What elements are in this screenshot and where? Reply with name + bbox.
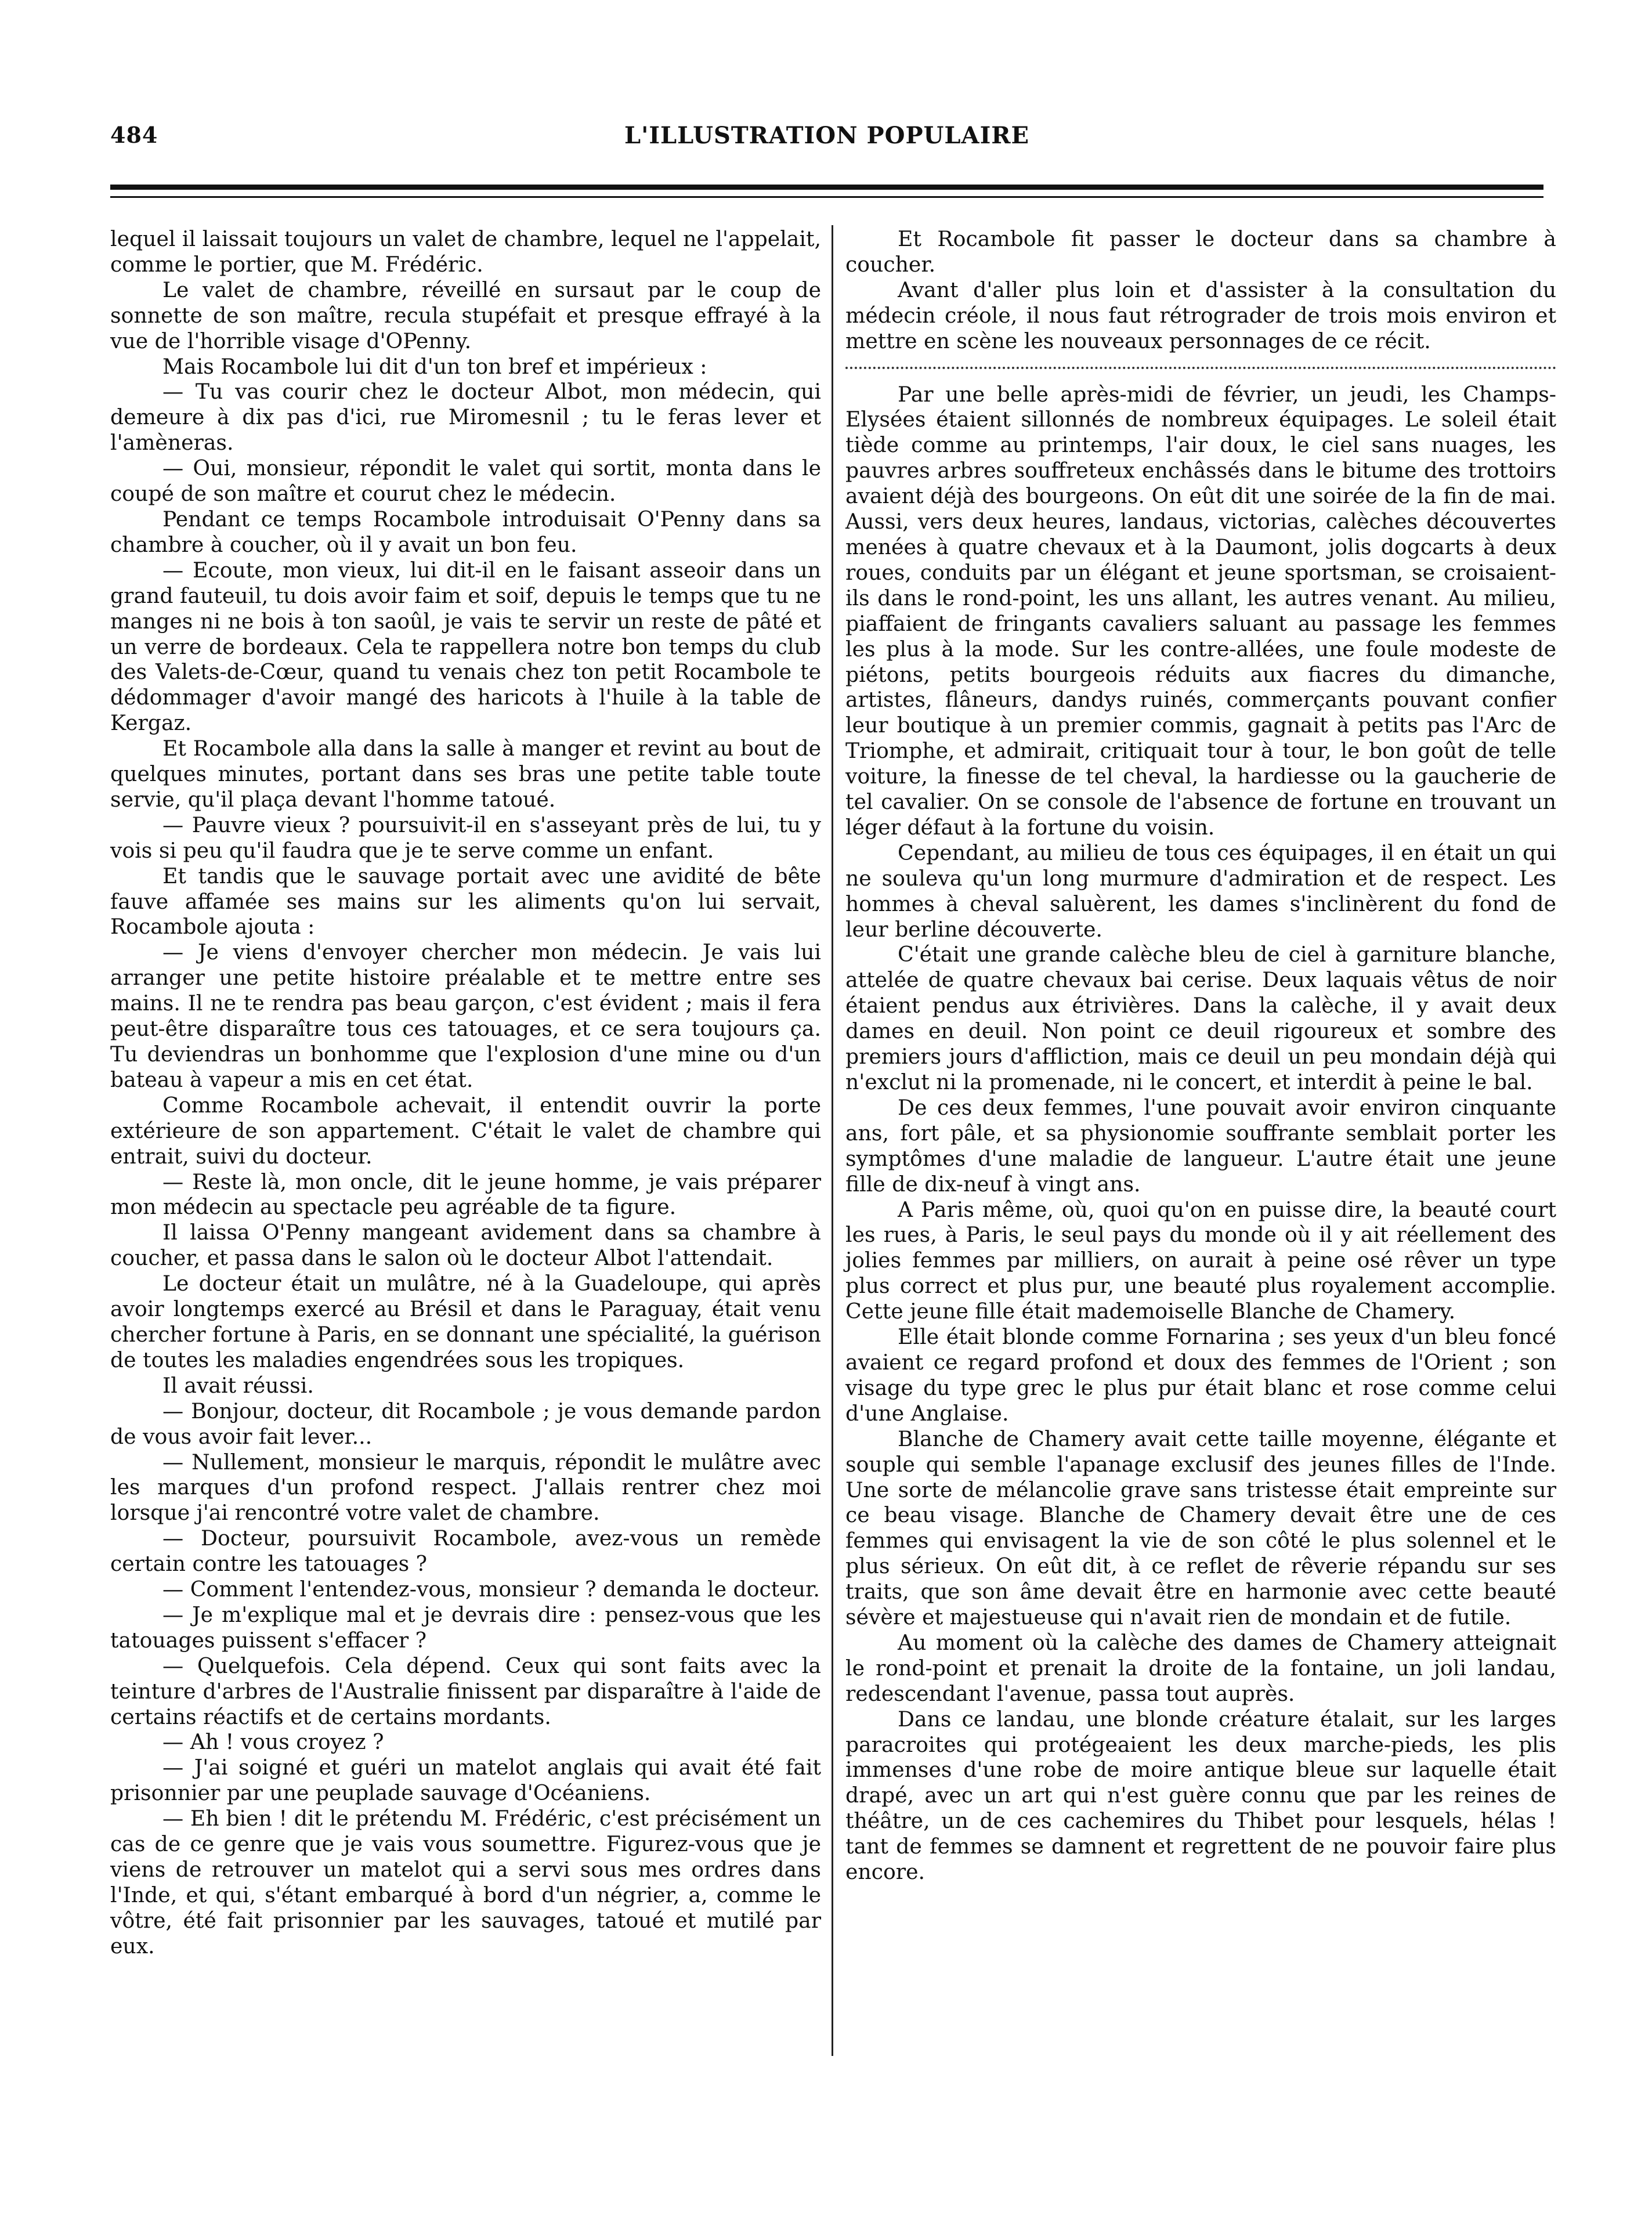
section-separator bbox=[845, 367, 1556, 369]
page-number: 484 bbox=[110, 122, 158, 148]
header-rule-thick bbox=[110, 185, 1543, 190]
running-title: L'ILLUSTRATION POPULAIRE bbox=[624, 122, 1030, 149]
paragraph: A Paris même, où, quoi qu'on en puisse dire, la beauté court les rues, à Paris, le seul pays du monde où il y ait réellement des jolies femmes par milliers, on aurait à peine osé rêver un type plus correct et plus pur, une beauté plus royalement accomplie. Cette jeune fille était mademoiselle Blanche de Chamery. bbox=[845, 1197, 1556, 1324]
paragraph: Mais Rocambole lui dit d'un ton bref et impérieux : bbox=[162, 353, 707, 379]
paragraph: Elle était blonde comme Fornarina ; ses yeux d'un bleu foncé avaient ce regard profond et doux des femmes de l'Orient ; son visage du type grec le plus pur était blanc et rose comme celui d'une Anglaise. bbox=[845, 1324, 1556, 1426]
paragraph: Et Rocambole fit passer le docteur dans sa chambre à coucher. bbox=[845, 226, 1556, 277]
paragraph: Et Rocambole alla dans la salle à manger et revint au bout de quelques minutes, portant dans ses bras une petite table toute servie, qu'il plaça devant l'homme tatoué. bbox=[110, 736, 821, 812]
left-column bbox=[110, 226, 821, 1959]
right-column-bottom-section bbox=[845, 382, 1556, 1885]
paragraph: — Ah ! vous croyez ? bbox=[162, 1729, 384, 1755]
paragraph: Le docteur était un mulâtre, né à la Guadeloupe, qui après avoir longtemps exercé au Brésil et dans le Paraguay, était venu chercher fortune à Paris, en se donnant une spécialité, la guérison de toutes les maladies engendrées sous les tropiques. bbox=[110, 1271, 821, 1372]
paragraph: — Pauvre vieux ? poursuivit-il en s'asseyant près de lui, tu y vois si peu qu'il faudra que je te serve comme un enfant. bbox=[110, 812, 821, 863]
page-header bbox=[110, 122, 1543, 168]
paragraph: Par une belle après-midi de février, un jeudi, les Champs-Elysées étaient sillonnés de nombreux équipages. Le soleil était tiède comme au printemps, l'air doux, le ciel sans nuages, les pauvres arbres souffreteux enchâssés dans le bitume des trottoirs avaient déjà des bourgeons. On eût dit une soirée de la fin de mai. Aussi, vers deux heures, landaus, victorias, calèches découvertes menées à quatre chevaux et à la Daumont, jolis dogcarts à deux roues, conduits par un élégant et jeune sportsman, se croisaient-ils dans le rond-point, les uns allant, les autres venant. Au milieu, piaffaient de fringants cavaliers saluant au passage les femmes les plus à la mode. Sur les contre-allées, une foule modeste de piétons, petits bourgeois réduits aux fiacres du dimanche, artistes, flâneurs, dandys ruinés, commerçants pouvant confier leur boutique à un premier commis, gagnait à petits pas l'Arc de Triomphe, et admirait, critiquait tour à tour, le bon goût de telle voiture, la finesse de tel cheval, la hardiesse ou la gaucherie de tel cavalier. On se console de l'absence de fortune en trouvant un léger défaut à la fortune du voisin. bbox=[845, 381, 1556, 840]
paragraph: De ces deux femmes, l'une pouvait avoir environ cinquante ans, fort pâle, et sa physionomie souffrante semblait porter les symptômes d'une maladie de langueur. L'autre était une jeune fille de dix-neuf à vingt ans. bbox=[845, 1094, 1556, 1197]
paragraph: Cependant, au milieu de tous ces équipages, il en était un qui ne souleva qu'un long murmure d'admiration et de respect. Les hommes à cheval saluèrent, les dames s'inclinèrent du fond de leur berline découverte. bbox=[845, 840, 1556, 942]
paragraph: Avant d'aller plus loin et d'assister à la consultation du médecin créole, il nous faut rétrograder de trois mois environ et mettre en scène les nouveaux personnages de ce récit. bbox=[845, 277, 1556, 353]
paragraph: Blanche de Chamery avait cette taille moyenne, élégante et souple qui semble l'apanage exclusif des jeunes filles de l'Inde. Une sorte de mélancolie grave sans tristesse était empreinte sur ce beau visage. Blanche de Chamery devait être une de ces femmes qui envisagent la vie de son côté le plus solennel et le plus sérieux. On eût dit, à ce reflet de rêverie répandu sur ses traits, que son âme devait être en harmonie avec cette beauté sévère et majestueuse qui n'avait rien de mondain et de futile. bbox=[845, 1426, 1556, 1630]
paragraph: Dans ce landau, une blonde créature étalait, sur les larges paracroites qui protégeaient les deux marche-pieds, les plis immenses d'une robe de moire antique bleue sur laquelle était drapé, avec un art qui n'est guère connu que par les reines de théâtre, un de ces cachemires du Thibet pour lesquels, hélas ! tant de femmes se damnent et regrettent de ne pouvoir faire plus encore. bbox=[845, 1706, 1556, 1885]
paragraph: Au moment où la calèche des dames de Chamery atteignait le rond-point et prenait la droite de la fontaine, un joli landau, redescendant l'avenue, passa tout auprès. bbox=[845, 1629, 1556, 1706]
paragraph: — J'ai soigné et guéri un matelot anglais qui avait été fait prisonnier par une peuplade sauvage d'Océaniens. bbox=[110, 1755, 821, 1806]
column-divider bbox=[832, 225, 833, 2056]
paragraph: Pendant ce temps Rocambole introduisait O'Penny dans sa chambre à coucher, où il y avait un bon feu. bbox=[110, 506, 821, 557]
paragraph: — Bonjour, docteur, dit Rocambole ; je vous demande pardon de vous avoir fait lever... bbox=[110, 1398, 821, 1449]
right-column-top-section bbox=[845, 226, 1556, 354]
paragraph: Le valet de chambre, réveillé en sursaut par le coup de sonnette de son maître, recula stupéfait et presque effrayé à la vue de l'horrible visage d'OPenny. bbox=[110, 277, 821, 353]
paragraph: — Je m'explique mal et je devrais dire : pensez-vous que les tatouages puissent s'effacer ? bbox=[110, 1602, 821, 1653]
right-column bbox=[845, 226, 1556, 1885]
paragraph: — Tu vas courir chez le docteur Albot, mon médecin, qui demeure à dix pas d'ici, rue Miromesnil ; tu le feras lever et l'amèneras. bbox=[110, 379, 821, 456]
paragraph: Il laissa O'Penny mangeant avidement dans sa chambre à coucher, et passa dans le salon où le docteur Albot l'attendait. bbox=[110, 1220, 821, 1271]
paragraph: Et tandis que le sauvage portait avec une avidité de bête fauve affamée ses mains sur les aliments qu'on lui servait, Rocambole ajouta : bbox=[110, 863, 821, 939]
paragraph: — Je viens d'envoyer chercher mon médecin. Je vais lui arranger une petite histoire préalable et te mettre entre ses mains. Il ne te rendra pas beau garçon, c'est évident ; mais il fera peut-être disparaître tous ces tatouages, et ce sera toujours ça. Tu deviendras un bonhomme que l'explosion d'une mine ou d'un bateau à vapeur a mis en cet état. bbox=[110, 939, 821, 1092]
paragraph: Comme Rocambole achevait, il entendit ouvrir la porte extérieure de son appartement. C'était le valet de chambre qui entrait, suivi du docteur. bbox=[110, 1092, 821, 1169]
paragraph: C'était une grande calèche bleu de ciel à garniture blanche, attelée de quatre chevaux bai cerise. Deux laquais vêtus de noir étaient pendus aux étrivières. Dans la calèche, il y avait deux dames en deuil. Non point ce deuil rigoureux et sombre des premiers jours d'affliction, mais ce deuil un peu mondain déjà qui n'exclut ni la promenade, ni le concert, et interdit à peine le bal. bbox=[845, 942, 1556, 1094]
paragraph: — Eh bien ! dit le prétendu M. Frédéric, c'est précisément un cas de ce genre que je vais vous soumettre. Figurez-vous que je viens de retrouver un matelot qui a servi sous mes ordres dans l'Inde, et qui, s'étant embarqué à bord d'un négrier, a, comme le vôtre, été fait prisonnier par les sauvages, tatoué et mutilé par eux. bbox=[110, 1806, 821, 1958]
paragraph: Il avait réussi. bbox=[162, 1372, 314, 1398]
paragraph: — Reste là, mon oncle, dit le jeune homme, je vais préparer mon médecin au spectacle peu agréable de ta figure. bbox=[110, 1169, 821, 1220]
paragraph: — Comment l'entendez-vous, monsieur ? demanda le docteur. bbox=[162, 1577, 820, 1602]
paragraph: — Nullement, monsieur le marquis, répondit le mulâtre avec les marques d'un profond respect. J'allais rentrer chez moi lorsque j'ai rencontré votre valet de chambre. bbox=[110, 1449, 821, 1526]
paragraph: — Oui, monsieur, répondit le valet qui sortit, monta dans le coupé de son maître et courut chez le médecin. bbox=[110, 456, 821, 507]
header-rule-thin bbox=[110, 196, 1543, 198]
paragraph: lequel il laissait toujours un valet de chambre, lequel ne l'appelait, comme le portier, que M. Frédéric. bbox=[110, 226, 821, 277]
paragraph: — Quelquefois. Cela dépend. Ceux qui sont faits avec la teinture d'arbres de l'Australie finissent par disparaître à l'aide de certains réactifs et de certains mordants. bbox=[110, 1653, 821, 1729]
paragraph: — Docteur, poursuivit Rocambole, avez-vous un remède certain contre les tatouages ? bbox=[110, 1526, 821, 1577]
paragraph: — Ecoute, mon vieux, lui dit-il en le faisant asseoir dans un grand fauteuil, tu dois avoir faim et soif, depuis le temps que tu ne manges ni ne bois à ton saoûl, je vais te servir un reste de pâté et un verre de bordeaux. Cela te rappellera notre bon temps du club des Valets-de-Cœur, quand tu venais chez ton petit Rocambole te dédommager d'avoir mangé des haricots à l'huile à la table de Kergaz. bbox=[110, 557, 821, 736]
